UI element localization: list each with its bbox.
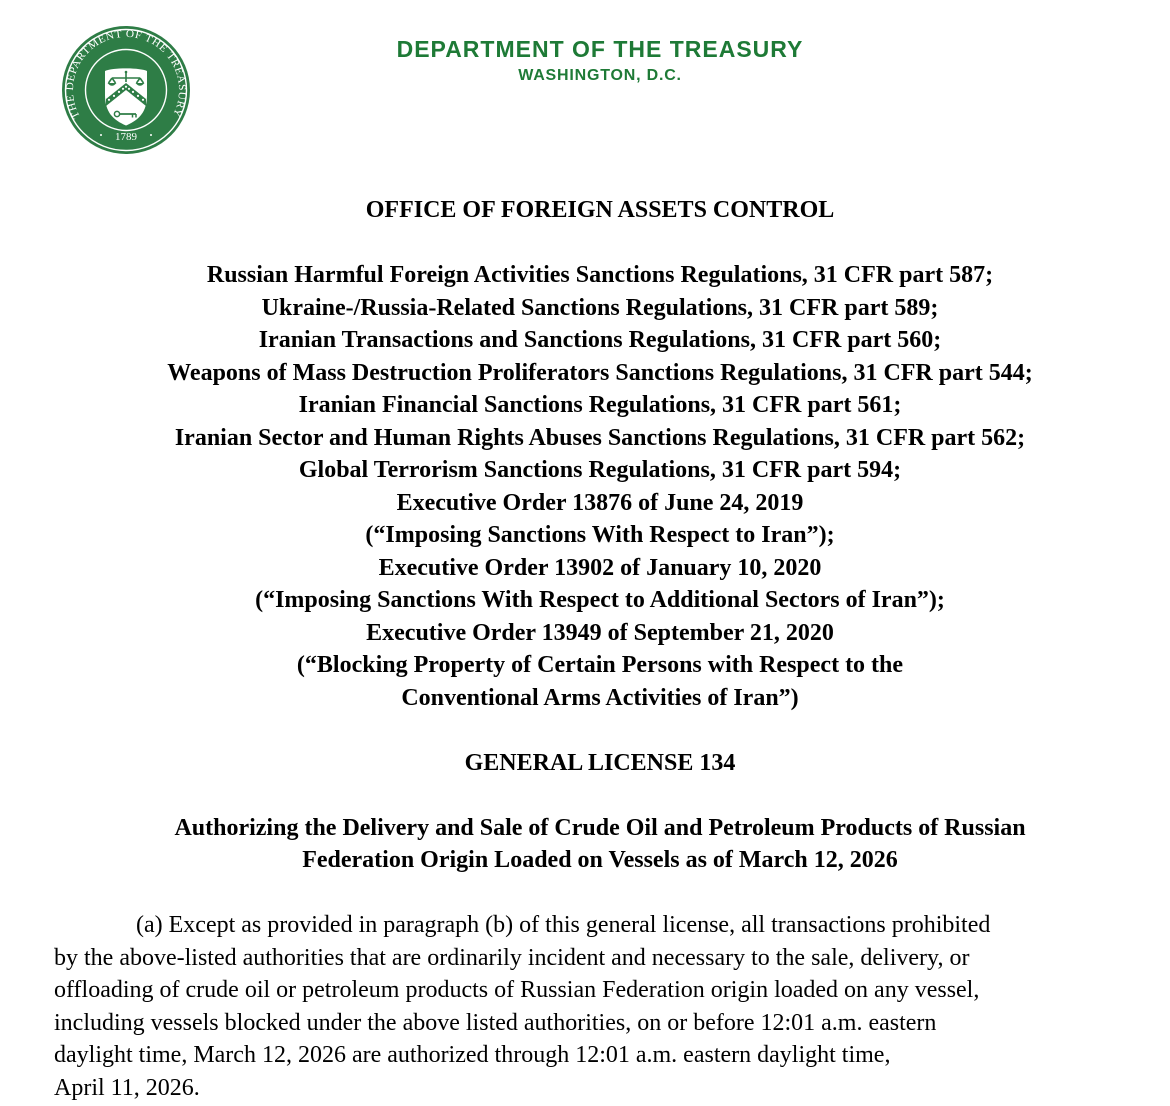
license-title: [54, 812, 1146, 877]
authorities-block: [54, 259, 1146, 714]
authority-line: Weapons of Mass Destruction Proliferators Sanctions Regulations, 31 CFR part 544;: [167, 359, 1033, 386]
paragraph-line: daylight time, March 12, 2026 are authorized through 12:01 a.m. eastern daylight time,: [54, 1042, 891, 1068]
authority-line: Ukraine-/Russia-Related Sanctions Regulations, 31 CFR part 589;: [261, 294, 939, 321]
authority-line: Russian Harmful Foreign Activities Sanctions Regulations, 31 CFR part 587;: [206, 262, 994, 288]
agency-location: WASHINGTON, D.C.: [518, 67, 682, 84]
authority-line: Iranian Sector and Human Rights Abuses Sanctions Regulations, 31 CFR part 562;: [174, 424, 1026, 451]
license-title-line: Federation Origin Loaded on Vessels as of March 12, 2026: [302, 847, 898, 873]
paragraph-line: April 11, 2026.: [54, 1074, 200, 1101]
authority-line: Executive Order 13876 of June 24, 2019: [396, 489, 804, 516]
spacer: [54, 779, 1146, 812]
paragraph-line: offloading of crude oil or petroleum products of Russian Federation origin loaded on any vessel,: [54, 977, 980, 1003]
paragraph-a: [54, 909, 1146, 1104]
authority-line: Executive Order 13949 of September 21, 2020: [366, 619, 834, 646]
office-heading: OFFICE OF FOREIGN ASSETS CONTROL: [365, 197, 835, 223]
letterhead: [54, 0, 1146, 170]
license-title-line: Authorizing the Delivery and Sale of Crude Oil and Petroleum Products of Russian: [174, 814, 1026, 841]
authority-line: (“Imposing Sanctions With Respect to Iran”);: [365, 522, 835, 548]
paragraph-line: including vessels blocked under the above listed authorities, on or before 12:01 a.m. eastern: [54, 1009, 937, 1036]
spacer: [54, 714, 1146, 747]
seal-ring-text: THE DEPARTMENT OF THE TREASURY: [64, 28, 188, 121]
authority-line: Iranian Transactions and Sanctions Regulations, 31 CFR part 560;: [258, 327, 942, 353]
authority-line: Global Terrorism Sanctions Regulations, 31 CFR part 594;: [298, 457, 902, 483]
letterhead-text: [54, 0, 1146, 85]
spacer: [54, 227, 1146, 260]
agency-name: DEPARTMENT OF THE TREASURY: [396, 36, 804, 62]
license-heading: GENERAL LICENSE 134: [464, 749, 736, 776]
seal-year-text: 1789: [115, 131, 137, 143]
authority-line: (“Imposing Sanctions With Respect to Additional Sectors of Iran”);: [255, 587, 945, 613]
authority-line: (“Blocking Property of Certain Persons with Respect to the: [296, 652, 904, 678]
paragraph-line: (a) Except as provided in paragraph (b) of this general license, all transactions prohibited: [136, 912, 991, 938]
treasury-seal-svg: [61, 25, 191, 155]
paragraph-line: by the above-listed authorities that are ordinarily incident and necessary to the sale, delivery, or: [54, 944, 970, 971]
authority-line: Iranian Financial Sanctions Regulations, 31 CFR part 561;: [298, 392, 902, 418]
authority-line: Conventional Arms Activities of Iran”): [401, 684, 799, 711]
authority-line: Executive Order 13902 of January 10, 2020: [378, 554, 822, 581]
spacer: [54, 877, 1146, 910]
treasury-seal-icon: [61, 25, 191, 155]
